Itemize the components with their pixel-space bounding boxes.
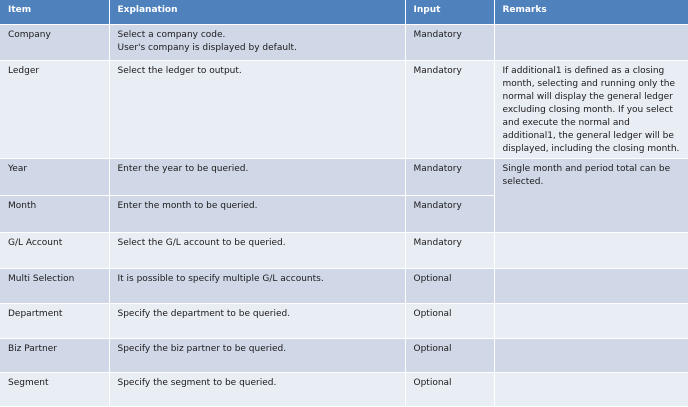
explanation-cell: Select the ledger to output. <box>109 61 405 159</box>
remarks-cell <box>494 269 688 304</box>
input-cell: Mandatory <box>405 25 494 61</box>
remarks-cell <box>494 373 688 407</box>
table-row <box>0 61 688 159</box>
remarks-line: displayed, including the closing month. <box>502 144 680 154</box>
remarks-line: If additional1 is defined as a closing <box>502 66 665 76</box>
table-row <box>0 25 688 61</box>
header-remarks: Remarks <box>494 0 688 25</box>
explanation-line: Select a company code. <box>117 30 226 40</box>
item-cell: Segment <box>0 373 109 407</box>
input-cell: Mandatory <box>405 61 494 159</box>
remarks-cell <box>494 25 688 61</box>
remarks-line: and execute the normal and <box>502 118 630 128</box>
item-cell: G/L Account <box>0 233 109 269</box>
remarks-line: Single month and period total can be <box>502 164 671 174</box>
explanation-cell: Select the G/L account to be queried. <box>109 233 405 269</box>
explanation-cell: Enter the month to be queried. <box>109 196 405 233</box>
item-cell: Department <box>0 304 109 339</box>
item-cell: Biz Partner <box>0 339 109 373</box>
table-row <box>0 373 688 407</box>
input-cell: Mandatory <box>405 159 494 196</box>
explanation-cell: Specify the department to be queried. <box>109 304 405 339</box>
remarks-cell <box>494 304 688 339</box>
explanation-cell: Specify the segment to be queried. <box>109 373 405 407</box>
item-cell: Ledger <box>0 61 109 159</box>
input-cell: Optional <box>405 373 494 407</box>
header-input: Input <box>405 0 494 25</box>
remarks-line: selected. <box>502 177 544 187</box>
remarks-line: additional1, the general ledger will be <box>502 131 674 141</box>
input-cell: Mandatory <box>405 233 494 269</box>
explanation-cell: It is possible to specify multiple G/L accounts. <box>109 269 405 304</box>
item-cell: Month <box>0 196 109 233</box>
input-cell: Mandatory <box>405 196 494 233</box>
remarks-line: normal will display the general ledger <box>502 92 673 102</box>
remarks-cell <box>494 339 688 373</box>
table-row <box>0 269 688 304</box>
table-row <box>0 304 688 339</box>
explanation-line: User's company is displayed by default. <box>117 43 297 53</box>
remarks-cell <box>494 233 688 269</box>
input-cell: Optional <box>405 304 494 339</box>
remarks-line: excluding closing month. If you select <box>502 105 673 115</box>
remarks-cell <box>494 61 688 159</box>
table-row <box>0 339 688 373</box>
input-cell: Optional <box>405 269 494 304</box>
table-row <box>0 233 688 269</box>
item-cell: Company <box>0 25 109 61</box>
item-cell: Multi Selection <box>0 269 109 304</box>
item-cell: Year <box>0 159 109 196</box>
explanation-cell: Enter the year to be queried. <box>109 159 405 196</box>
remarks-cell <box>494 159 688 233</box>
header-explanation: Explanation <box>109 0 405 25</box>
remarks-line: month, selecting and running only the <box>502 79 676 89</box>
table-row <box>0 159 688 196</box>
explanation-cell: Specify the biz partner to be queried. <box>109 339 405 373</box>
input-cell: Optional <box>405 339 494 373</box>
explanation-cell <box>109 25 405 61</box>
header-row <box>0 0 688 25</box>
header-item: Item <box>0 0 109 25</box>
